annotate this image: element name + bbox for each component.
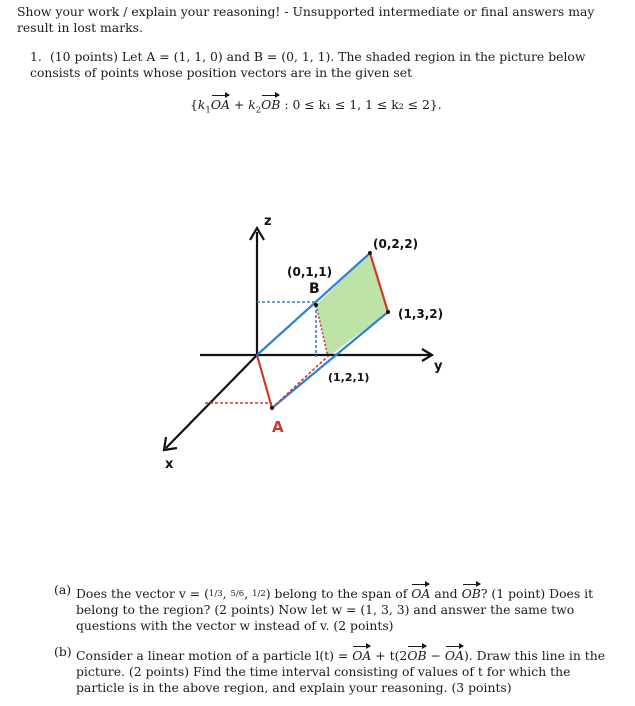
- problem-number: 1.: [30, 49, 42, 64]
- label-right: (1,3,2): [398, 307, 444, 321]
- point-a: [270, 406, 274, 410]
- y-axis-label: y: [434, 359, 443, 374]
- instructions: Show your work / explain your reasoning! - Unsupported intermediate or final answers may result in lost marks.: [17, 4, 595, 35]
- vector-ob: OB: [261, 93, 280, 113]
- part-b: (b) Consider a linear motion of a particle l(t) = OA + t(2OB − OA). Draw this line in the picture. (2 points) Find the time interval consisting of values of t for which the particle is in the above region, and explain your reasoning. (3 points): [54, 644, 606, 695]
- problem-text: (10 points) Let A = (1, 1, 0) and B = (0, 1, 1). The shaded region in the picture below consists of points whose position vectors are in the given set: [30, 49, 586, 80]
- label-a: A: [272, 418, 284, 436]
- label-bottom: (1,2,1): [328, 371, 370, 384]
- part-a: (a) Does the vector v = (1/3, 5/6, 1/2) belong to the span of OA and OB? (1 point) Does it belong to the region? (2 points) Now let w = (1, 3, 3) and answer the same two questions with the vector w instead of v. (2 points): [54, 582, 594, 633]
- set-definition: {$k_1OA + k_2OB$ : 0 ≤ k₁ ≤ 1, 1 ≤ k₂ ≤ 2}.: [190, 93, 442, 118]
- point-top-right: [368, 251, 372, 255]
- dotted-guide-a-diagonal: [272, 357, 327, 408]
- label-b: B: [309, 281, 320, 297]
- z-axis-label: z: [264, 214, 272, 229]
- line-oa: [257, 355, 272, 408]
- x-axis: [166, 355, 257, 448]
- point-right: [386, 310, 390, 314]
- label-b-coords: (0,1,1): [287, 265, 333, 279]
- label-top-right: (0,2,2): [373, 237, 419, 251]
- vector-oa: OA: [211, 93, 230, 113]
- x-axis-label: x: [165, 457, 174, 472]
- point-b: [314, 303, 318, 307]
- sub-questions: [47, 582, 622, 706]
